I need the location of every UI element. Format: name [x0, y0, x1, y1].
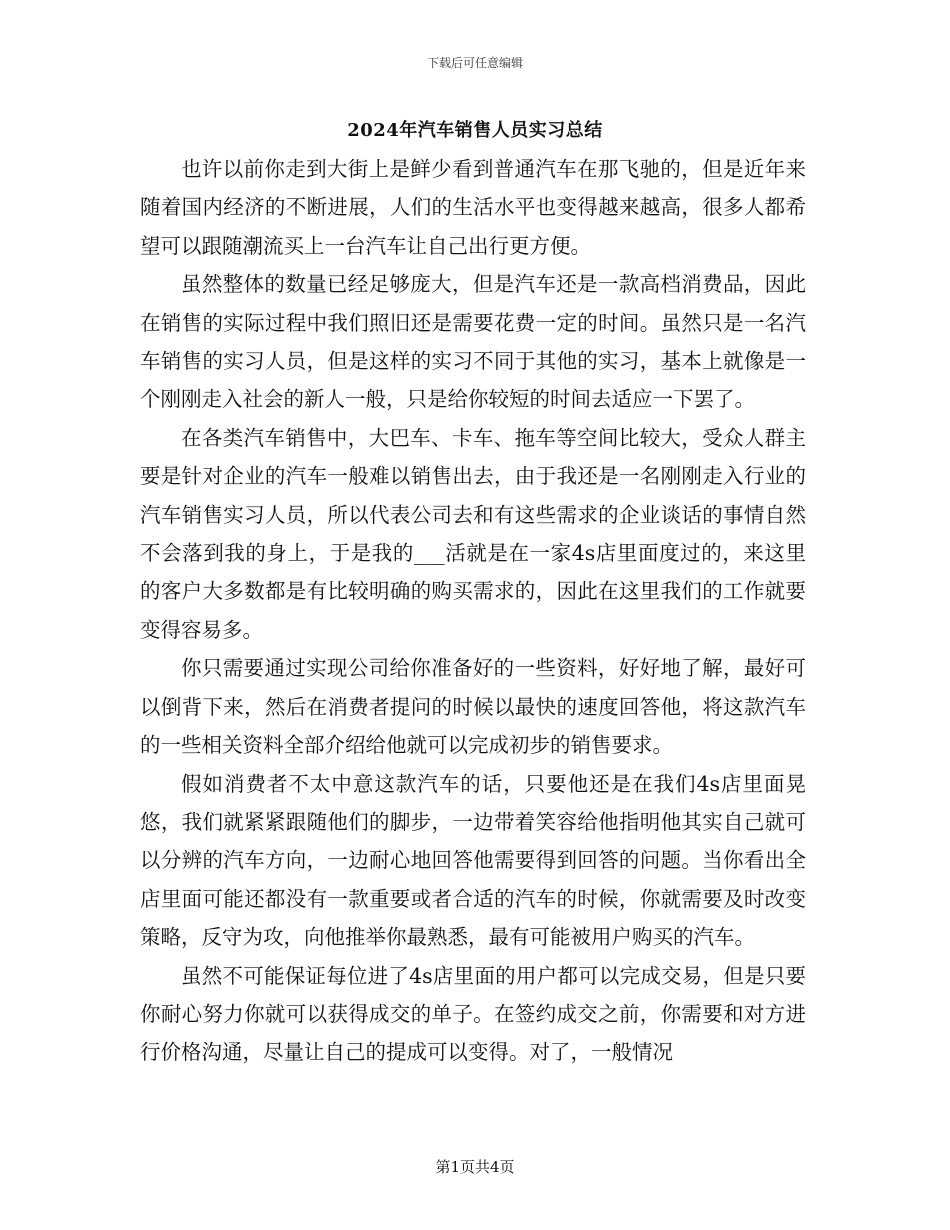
paragraph: 虽然不可能保证每位进了4s店里面的用户都可以完成交易，但是只要你耐心努力你就可以获得成交的单子。在签约成交之前，你需要和对方进行价格沟通，尽量让自己的提成可以变得。对了，一般情况 [140, 963, 806, 1065]
paragraph: 在各类汽车销售中，大巴车、卡车、拖车等空间比较大，受众人群主要是针对企业的汽车一般难以销售出去，由于我还是一名刚刚走入行业的汽车销售实习人员，所以代表公司去和有这些需求的企业谈话的事情自然不会落到我的身上，于是我的___活就是在一家4s店里面度过的，来这里的客户大多数都是有比较明确的购买需求的，因此在这里我们的工作就要变得容易多。 [140, 425, 806, 642]
paragraph: 虽然整体的数量已经足够庞大，但是汽车还是一款高档消费品，因此在销售的实际过程中我们照旧还是需要花费一定的时间。虽然只是一名汽车销售的实习人员，但是这样的实习不同于其他的实习，基本上就像是一个刚刚走入社会的新人一般，只是给你较短的时间去适应一下罢了。 [140, 272, 806, 412]
paragraph: 也许以前你走到大街上是鲜少看到普通汽车在那飞驰的，但是近年来随着国内经济的不断进展，人们的生活水平也变得越来越高，很多人都希望可以跟随潮流买上一台汽车让自己出行更方便。 [140, 157, 806, 258]
paragraph: 你只需要通过实现公司给你准备好的一些资料，好好地了解，最好可以倒背下来，然后在消费者提问的时候以最快的速度回答他，将这款汽车的一些相关资料全部介绍给他就可以完成初步的销售要求。 [140, 656, 806, 758]
paragraph: 假如消费者不太中意这款汽车的话，只要他还是在我们4s店里面晃悠，我们就紧紧跟随他们的脚步，一边带着笑容给他指明他其实自己就可以分辨的汽车方向，一边耐心地回答他需要得到回答的问题。当你看出全店里面可能还都没有一款重要或者合适的汽车的时候，你就需要及时改变策略，反守为攻，向他推举你最熟悉，最有可能被用户购买的汽车。 [140, 771, 806, 950]
document-title: 2024年汽车销售人员实习总结 [347, 120, 603, 141]
page-number: 第1页共4页 [435, 1158, 515, 1176]
document-body [140, 150, 806, 1072]
header-note: 下载后可任意编辑 [426, 56, 523, 70]
